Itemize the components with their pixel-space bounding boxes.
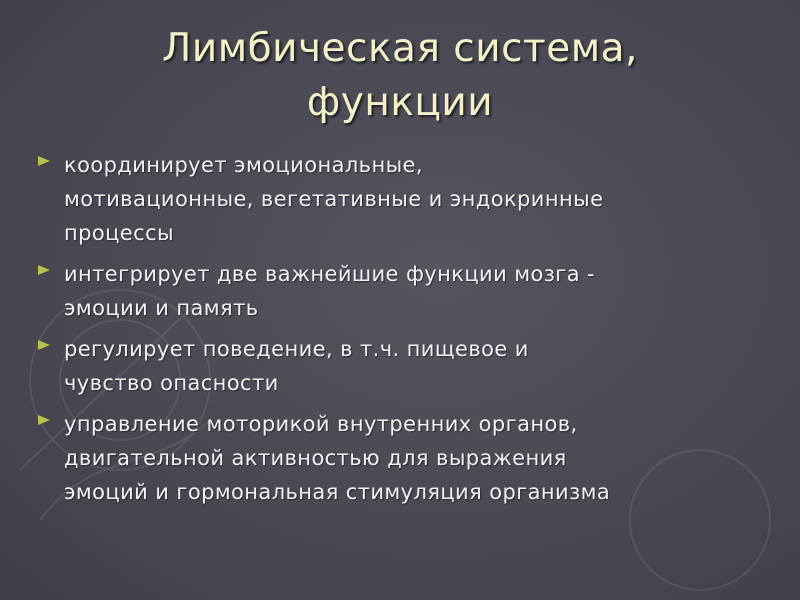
bullet-list	[38, 148, 778, 516]
bullet-text	[64, 257, 778, 325]
bullet-line: координирует эмоциональные,	[64, 153, 423, 177]
bullet-item	[38, 148, 778, 250]
bullet-line: мотивационные, вегетативные и эндокринные	[64, 187, 604, 211]
bullet-line: двигательной активностью для выражения	[64, 446, 567, 470]
bullet-line: интегрирует две важнейшие функции мозга -	[64, 262, 596, 286]
bullet-line: процессы	[64, 221, 174, 245]
triangle-bullet-icon	[38, 156, 50, 166]
bullet-item	[38, 407, 778, 509]
bullet-item	[38, 257, 778, 325]
triangle-bullet-icon	[38, 340, 50, 350]
triangle-bullet-icon	[38, 415, 50, 425]
bullet-line: управление моторикой внутренних органов,	[64, 412, 578, 436]
triangle-bullet-icon	[38, 265, 50, 275]
bullet-text	[64, 148, 778, 250]
bullet-line: эмоций и гормональная стимуляция организма	[64, 480, 611, 504]
bullet-item	[38, 332, 778, 400]
bullet-line: чувство опасности	[64, 371, 279, 395]
slide-title-line: функции	[306, 80, 494, 125]
bullet-text	[64, 332, 778, 400]
slide-title	[0, 22, 800, 130]
bullet-line: регулирует поведение, в т.ч. пищевое и	[64, 337, 529, 361]
bullet-text	[64, 407, 778, 509]
slide-title-line: Лимбическая система,	[162, 26, 638, 71]
bullet-line: эмоции и память	[64, 296, 259, 320]
